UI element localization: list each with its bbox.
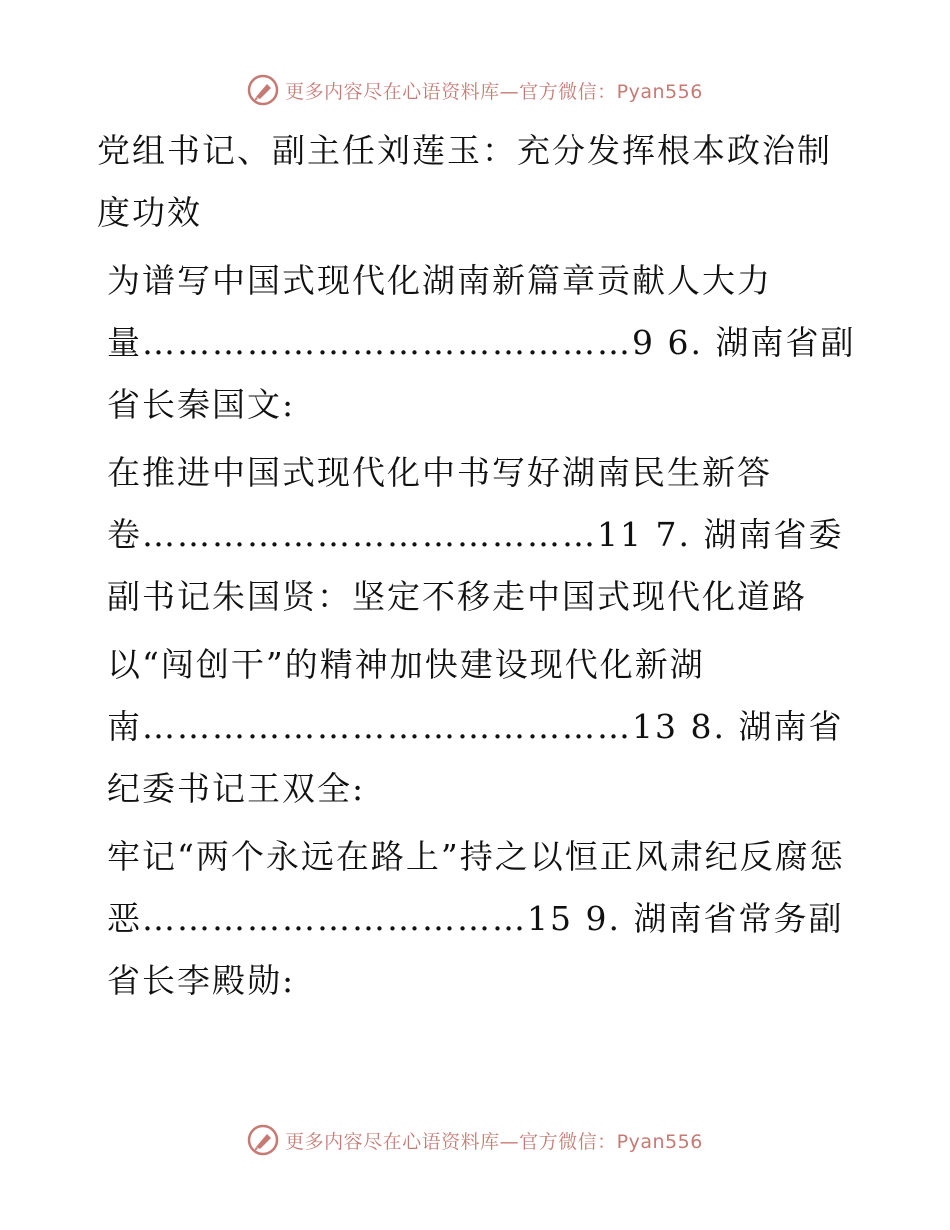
toc-entry: 以“闯创干”的精神加快建设现代化新湖南……………………………………13 8. 湖南省纪委书记王双全:: [107, 645, 844, 808]
toc-entry: 牢记“两个永远在路上”持之以恒正风肃纪反腐惩恶……………………………15 9. 湖南省常务副省长李殿勋:: [107, 837, 845, 1000]
footer-watermark: [0, 1122, 950, 1158]
watermark-text: 更多内容尽在心语资料库—官方微信：Pyan556: [285, 80, 703, 103]
toc-entry: 在推进中国式现代化中书写好湖南民生新答卷…………………………………11 7. 湖南省委副书记朱国贤：坚定不移走中国式现代化道路: [107, 453, 844, 616]
pen-nib-logo-icon: [247, 1124, 279, 1156]
header-watermark: [0, 72, 950, 108]
watermark-text: 更多内容尽在心语资料库—官方微信：Pyan556: [285, 1130, 703, 1153]
toc-entry-title: 党组书记、副主任刘莲玉：充分发挥根本政治制度功效: [97, 131, 832, 232]
document-body: [97, 120, 857, 1012]
pen-nib-logo-icon: [247, 74, 279, 106]
toc-entry: 为谱写中国式现代化湖南新篇章贡献人大力量……………………………………9 6. 湖南省副省长秦国文:: [107, 261, 856, 424]
